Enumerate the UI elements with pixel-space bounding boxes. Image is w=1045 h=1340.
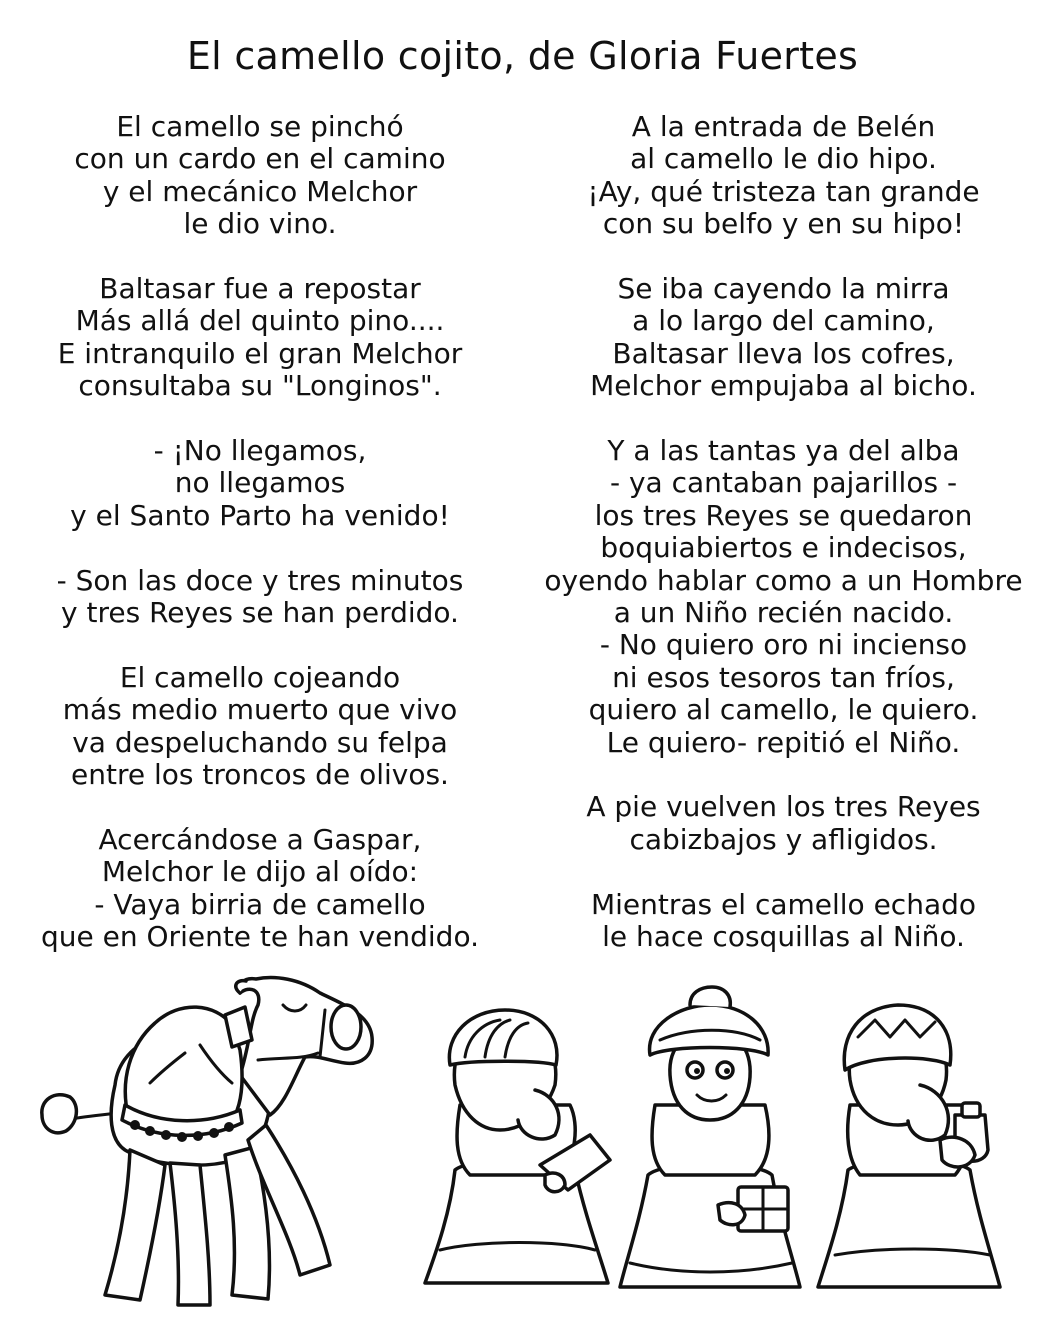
poem-stanza — [522, 791, 1045, 856]
poem-title: El camello cojito, de Gloria Fuertes — [186, 34, 859, 78]
poem-line: le dio vino. — [183, 207, 337, 241]
poem-line: le hace cosquillas al Niño. — [602, 920, 965, 954]
poem-stanza — [0, 662, 520, 792]
poem-line: que en Oriente te han vendido. — [41, 920, 479, 954]
poem-line: Acercándose a Gaspar, — [98, 822, 422, 856]
poem-column-left — [0, 111, 520, 986]
poem-line: boquiabiertos e indecisos, — [600, 531, 967, 565]
poem-line: a lo largo del camino, — [632, 304, 935, 338]
poem-line: ¡Ay, qué tristeza tan grande — [587, 174, 980, 208]
king-with-chest-icon — [425, 1010, 610, 1283]
camel-icon — [42, 978, 372, 1305]
poem-line: y el mecánico Melchor — [102, 174, 418, 208]
poem-line: - No quiero oro ni incienso — [599, 628, 968, 662]
poem-line: quiero al camello, le quiero. — [588, 693, 979, 727]
poem-line: con su belfo y en su hipo! — [602, 207, 965, 241]
king-with-gift-icon — [620, 987, 800, 1287]
illustration-strip — [0, 965, 1045, 1340]
poem-line: - ¡No llegamos, — [153, 434, 367, 468]
poem-line: y el Santo Parto ha venido! — [70, 498, 450, 532]
poem-line: Y a las tantas ya del alba — [607, 434, 960, 468]
poem-line: los tres Reyes se quedaron — [594, 498, 973, 532]
poem-stanza — [522, 273, 1045, 403]
king-with-jar-icon — [818, 1005, 1000, 1287]
poem-line: El camello se pinchó — [116, 110, 404, 143]
poem-stanza — [522, 435, 1045, 759]
poem-line: Mientras el camello echado — [590, 887, 977, 921]
poem-line: va despeluchando su felpa — [72, 725, 448, 759]
poem-line: oyendo hablar como a un Hombre — [544, 563, 1023, 597]
poem-stanza — [522, 889, 1045, 954]
poem-stanza — [0, 565, 520, 630]
poem-line: entre los troncos de olivos. — [71, 758, 449, 792]
poem-line: - Vaya birria de camello — [94, 887, 426, 921]
poem-line: consultaba su "Longinos". — [78, 369, 442, 403]
poem-line: al camello le dio hipo. — [630, 142, 937, 176]
poem-line: con un cardo en el camino — [74, 142, 446, 176]
poem-stanza — [0, 435, 520, 532]
poem-stanza — [0, 111, 520, 241]
poem-line: Le quiero- repitió el Niño. — [606, 725, 961, 759]
poem-line: El camello cojeando — [119, 660, 401, 694]
poem-line: E intranquilo el gran Melchor — [57, 336, 463, 370]
poem-column-right — [522, 111, 1045, 986]
poem-line: A la entrada de Belén — [631, 110, 936, 143]
poem-stanza — [522, 111, 1045, 241]
poem-line: - Son las doce y tres minutos — [56, 563, 464, 597]
poem-line: a un Niño recién nacido. — [613, 596, 954, 630]
poem-line: Se iba cayendo la mirra — [617, 272, 950, 306]
poem-line: más medio muerto que vivo — [62, 693, 458, 727]
poem-line: Baltasar lleva los cofres, — [612, 336, 955, 370]
poem-line: ni esos tesoros tan fríos, — [612, 660, 955, 694]
poem-line: Melchor le dijo al oído: — [101, 855, 419, 889]
poem-line: - ya cantaban pajarillos - — [609, 466, 958, 500]
poem-line: Baltasar fue a repostar — [99, 272, 421, 306]
poem-line: A pie vuelven los tres Reyes — [586, 790, 981, 824]
poem-line: cabizbajos y afligidos. — [629, 822, 938, 856]
poem-line: no llegamos — [174, 466, 346, 500]
poem-line: Más allá del quinto pino.... — [75, 304, 445, 338]
poem-line: Melchor empujaba al bicho. — [590, 369, 977, 403]
poem-line: y tres Reyes se han perdido. — [61, 596, 459, 630]
poem-stanza — [0, 824, 520, 954]
poem-stanza — [0, 273, 520, 403]
